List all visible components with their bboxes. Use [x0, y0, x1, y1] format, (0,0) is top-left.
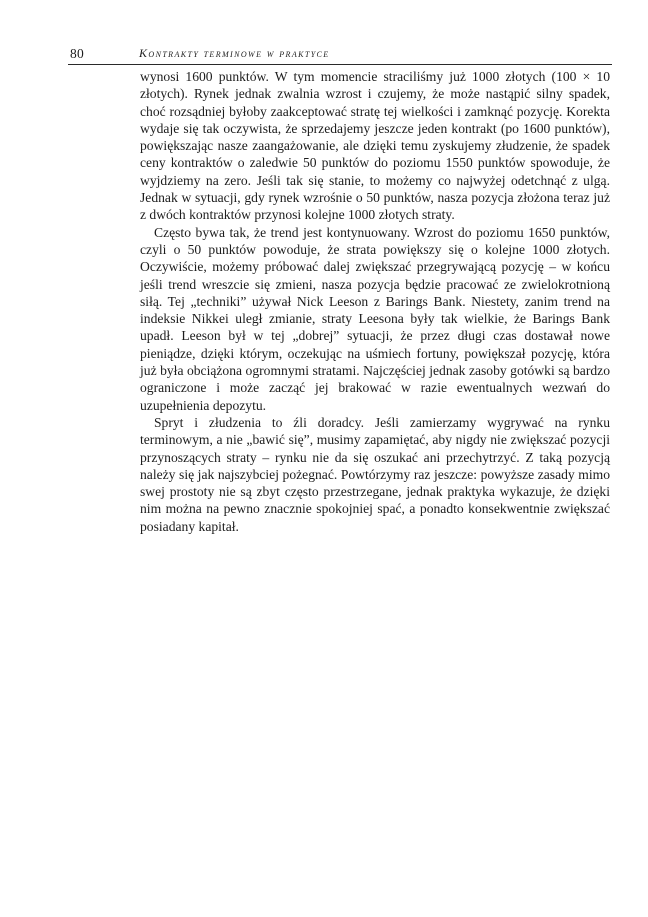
- running-head: Kontrakty terminowe w praktyce: [139, 46, 330, 60]
- paragraph-3: Spryt i złudzenia to źli doradcy. Jeśli zamierzamy wygrywać na rynku terminowym, a nie „bawić się”, musimy zapamiętać, aby nigdy nie zwiększać pozycji przynoszących straty – rynku nie da się oszukać ani przechytrzyć. Z taką pozycją należy się jak najszybciej pożegnać. Powtórzymy raz jeszcze: powyższe zasady mimo swej prostoty nie są zbyt często przestrzegane, jednak praktyka wykazuje, że dzięki nim można na pewno znacznie spokojniej spać, a ponadto konsekwentnie zwiększać posiadany kapitał.: [140, 414, 610, 534]
- header-rule: [68, 64, 612, 65]
- page-number: 80: [70, 46, 84, 61]
- paragraph-2: Często bywa tak, że trend jest kontynuowany. Wzrost do poziomu 1650 punktów, czyli o 50 punktów powoduje, że strata powiększy się o kolejne 1000 złotych. Oczywiście, możemy próbować dalej zwiększać przegrywającą pozycję – w końcu jeśli trend wreszcie się zmieni, nasza pozycja będzie pracować ze zwielokrotnioną siłą. Tej „techniki” używał Nick Leeson z Barings Bank. Niestety, zanim trend na indeksie Nikkei uległ zmianie, straty Leesona były tak wielkie, że Barings Bank upadł. Leeson był w tej „dobrej” sytuacji, że przez długi czas dostawał nowe pieniądze, dzięki którym, oczekując na uśmiech fortuny, powiększał pozycję, która już była obciążona ogromnymi stratami. Najczęściej jednak zasoby gotówki są bardzo ograniczone i może zacząć jej brakować w razie ewentualnych wezwań do uzupełnienia depozytu.: [140, 224, 610, 413]
- paragraph-1: wynosi 1600 punktów. W tym momencie straciliśmy już 1000 złotych (100 × 10 złotych). Rynek jednak zwalnia wzrost i czujemy, że może nastąpić silny spadek, choć rozsądniej byłoby zaakceptować stratę tej wielkości i zamknąć pozycję. Korekta wydaje się tak oczywista, że sprzedajemy jeszcze jeden kontrakt (po 1600 punktów), powiększając nasze zaangażowanie, ale dzięki temu zyskujemy złudzenie, że spadek ceny kontraktów o zaledwie 50 punktów do poziomu 1550 punktów spowoduje, że wyjdziemy na zero. Jeśli tak się stanie, to możemy co najwyżej odetchnąć z ulgą. Jednak w sytuacji, gdy rynek wzrośnie o 50 punktów, nasza pozycja złożona teraz już z dwóch kontraktów przynosi kolejne 1000 złotych straty.: [140, 69, 610, 223]
- body-text: [140, 68, 610, 535]
